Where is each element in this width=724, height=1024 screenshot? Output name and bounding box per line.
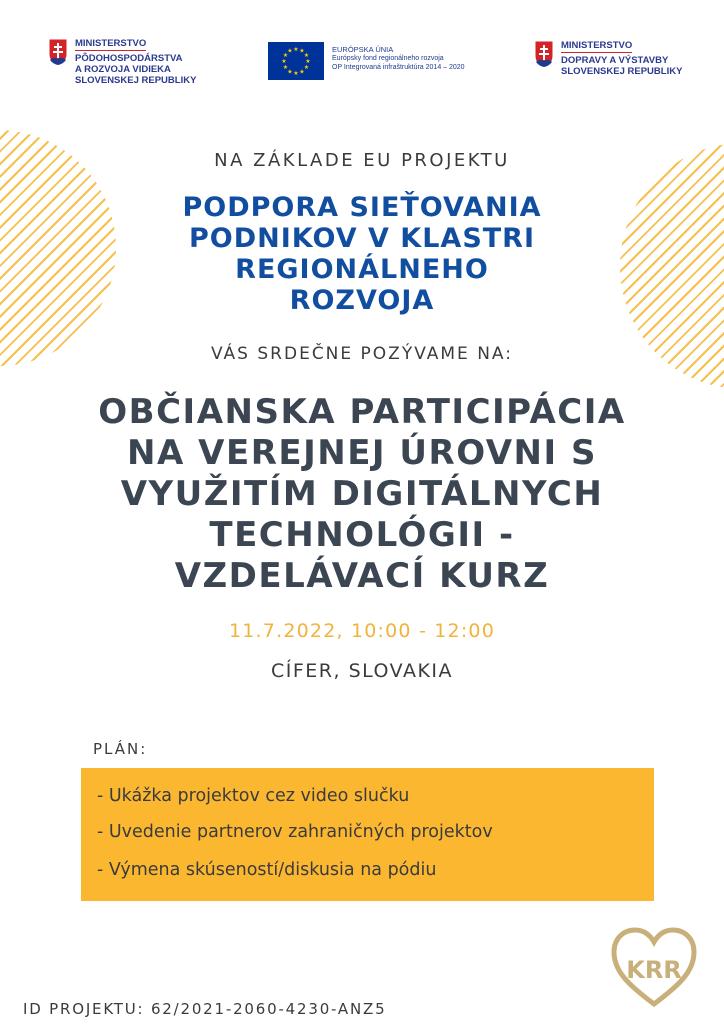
event-title-line: TECHNOLÓGII -: [209, 515, 515, 555]
krr-logo-text: KRR: [626, 956, 682, 984]
plan-label: PLÁN:: [93, 740, 148, 758]
svg-text:★: ★: [299, 47, 305, 55]
svg-text:★: ★: [293, 46, 299, 53]
svg-text:★: ★: [281, 58, 287, 65]
eu-logo-line: Európsky fond regionálneho rozvoja: [332, 55, 444, 62]
logo-left-title: MINISTERSTVO: [75, 38, 147, 49]
event-title-line: VYUŽITÍM DIGITÁLNYCH: [120, 474, 604, 514]
project-title: [0, 192, 724, 316]
event-location: CÍFER, SLOVAKIA: [270, 660, 453, 682]
event-datetime: 11.7.2022, 10:00 - 12:00: [228, 620, 496, 642]
svg-text:★: ★: [303, 64, 310, 71]
logo-right-title: MINISTERSTVO: [561, 40, 633, 51]
event-title-line: VZDELÁVACÍ KURZ: [174, 556, 550, 596]
svg-text:★: ★: [287, 68, 293, 76]
project-id: ID PROJEKTU: 62/2021-2060-4230-ANZ5: [23, 1000, 387, 1018]
project-title-line: ROZVOJA: [289, 285, 435, 316]
logo-left-line: A ROZVOJA VIDIEKA: [75, 64, 171, 75]
svg-text:★: ★: [293, 70, 299, 77]
ministry-transport-logo: [534, 40, 682, 77]
eu-flag-icon: [268, 42, 324, 80]
logo-left-line: SLOVENSKEJ REPUBLIKY: [75, 75, 197, 86]
logo-right-line: SLOVENSKEJ REPUBLIKY: [561, 66, 683, 77]
invitation-text: VÁS SRDEČNE POZÝVAME NA:: [211, 344, 513, 364]
ministry-agriculture-logo: [48, 38, 196, 86]
svg-text:★: ★: [303, 52, 310, 59]
logo-left-line: PÔDOHOSPODÁRSTVA: [75, 53, 183, 64]
project-title-line: PODNIKOV V KLASTRI: [188, 223, 536, 254]
krr-heart-logo-icon: [610, 926, 698, 1008]
event-title-line: NA VEREJNEJ ÚROVNI S: [127, 433, 597, 473]
eu-logo-line: OP Integrovaná infraštruktúra 2014 – 2020: [332, 64, 465, 71]
plan-box: [81, 768, 654, 901]
slovak-coat-of-arms-icon: [48, 38, 68, 66]
svg-text:★: ★: [299, 68, 305, 76]
intro-text: NA ZÁKLADE EU PROJEKTU: [214, 150, 510, 171]
slovak-coat-of-arms-icon: [534, 40, 554, 68]
svg-text:★: ★: [282, 64, 289, 71]
svg-text:★: ★: [287, 47, 293, 55]
eu-logo-title: EURÓPSKA ÚNIA: [332, 45, 394, 54]
event-title-line: OBČIANSKA PARTICIPÁCIA: [98, 392, 626, 432]
plan-item: - Ukážka projektov cez video slučku: [97, 786, 410, 806]
svg-text:★: ★: [305, 58, 311, 65]
project-title-line: PODPORA SIEŤOVANIA: [182, 192, 542, 223]
event-title: [0, 392, 724, 597]
plan-item: - Výmena skúseností/diskusia na pódiu: [97, 860, 437, 880]
logo-right-line: DOPRAVY A VÝSTAVBY: [561, 55, 669, 66]
project-title-line: REGIONÁLNEHO: [235, 254, 489, 285]
eu-fund-logo: [268, 42, 465, 80]
svg-text:★: ★: [282, 52, 289, 59]
plan-item: - Uvedenie partnerov zahraničných projektov: [97, 822, 493, 842]
